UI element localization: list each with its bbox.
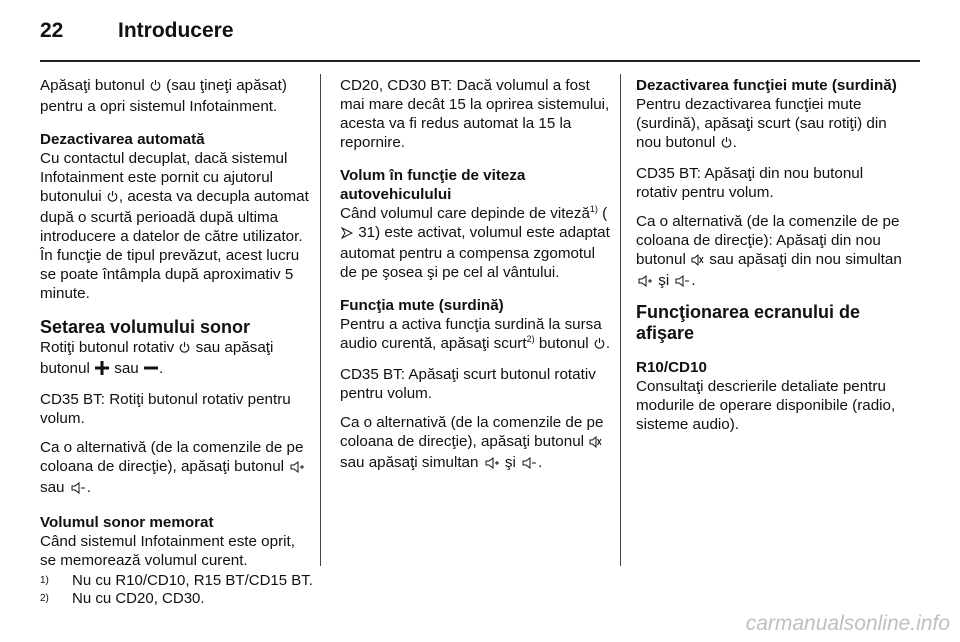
subheading-unmute: Dezactivarea funcţiei mute (surdină) <box>636 77 897 94</box>
subheading-mute: Funcţia mute (surdină) <box>340 297 504 314</box>
paragraph: Ca o alternativă (de la comenzile de pe coloana de direcţie): Apăsaţi din nou butonul sau apăsaţi din nou simultan şi . <box>636 212 908 292</box>
paragraph: Rotiţi butonul rotativ sau apăsaţi butonul sau . <box>40 338 312 380</box>
paragraph: Ca o alternativă (de la comenzile de pe coloana de direcţie), apăsaţi butonul sau apăsaţi simultan şi . <box>340 413 612 474</box>
footnotes <box>40 572 313 608</box>
subheading-stored-volume: Volumul sonor memorat <box>40 514 214 531</box>
minus-icon <box>144 361 158 380</box>
mute-icon <box>589 434 602 453</box>
column-divider <box>620 74 621 566</box>
volume-up-icon <box>484 455 500 474</box>
reference-arrow-icon <box>341 225 353 244</box>
volume-up-icon <box>637 273 653 292</box>
subheading-speed-volume: Volum în funcţie de viteza autovehiculului <box>340 167 526 203</box>
paragraph: CD35 BT: Apăsaţi din nou butonul rotativ pentru volum. <box>636 165 864 201</box>
paragraph: CD35 BT: Rotiţi butonul rotativ pentru volum. <box>40 391 291 427</box>
volume-up-icon <box>289 459 305 478</box>
subheading-auto-off: Dezactivarea automată <box>40 131 205 148</box>
volume-down-icon <box>70 480 86 499</box>
paragraph: Apăsaţi butonul (sau ţineţi apăsat) pentru a opri sistemul Infotainment. <box>40 77 287 115</box>
paragraph: CD20, CD30 BT: Dacă volumul a fost mai mare decât 15 la oprirea sistemului, acesta va fi redus automat la 15 la repornire. <box>340 77 610 151</box>
paragraph: Când sistemul Infotainment este oprit, se memorează volumul curent. <box>40 533 295 569</box>
paragraph: CD35 BT: Apăsaţi scurt butonul rotativ pentru volum. <box>340 366 596 402</box>
volume-down-icon <box>674 273 690 292</box>
power-knob-icon <box>150 78 161 97</box>
power-knob-icon <box>107 189 118 208</box>
footnote-ref: 1) <box>589 203 598 214</box>
footnote-1: 1) Nu cu R10/CD10, R15 BT/CD15 BT. <box>40 572 313 589</box>
footnote-ref: 2) <box>526 333 535 344</box>
section-title: Introducere <box>118 19 234 42</box>
paragraph: Când volumul care depinde de viteză$^{1)}$ ( 31) este activat, volumul este adaptat automat pentru a compensa zgomotul de pe şosea şi pe cel al vântului. <box>340 203 610 281</box>
paragraph: Consultaţi descrierile detaliate pentru modurile de operare disponibile (radio, sisteme audio). <box>636 378 896 433</box>
page-number: 22 <box>40 19 64 42</box>
page-header <box>40 14 920 58</box>
watermark: carmanualsonline.info <box>745 612 950 635</box>
power-knob-icon <box>721 135 732 154</box>
column-1 <box>40 76 312 580</box>
paragraph: Pentru a activa funcţia surdină la sursa audio curentă, apăsaţi scurt$^{2)}$ butonul . <box>340 315 612 355</box>
volume-down-icon <box>521 455 537 474</box>
mute-icon <box>691 252 704 271</box>
paragraph: Pentru dezactivarea funcţiei mute (surdină), apăsaţi scurt (sau rotiţi) din nou butonul . <box>636 95 908 154</box>
header-rule <box>40 60 920 62</box>
paragraph: Ca o alternativă (de la comenzile de pe coloana de direcţie), apăsaţi butonul sau . <box>40 438 312 499</box>
column-3 <box>636 76 908 444</box>
footnote-2: 2) Nu cu CD20, CD30. <box>40 590 205 607</box>
heading-display: Funcţionarea ecranului de afişare <box>636 302 861 343</box>
column-divider <box>320 74 321 566</box>
paragraph: Cu contactul decuplat, dacă sistemul Infotainment este pornit cu ajutorul butonului , acesta va decupla automat după o scurtă perioadă după ultima introducere a datelor de către utilizator. În funcţie de tipul prevăzut, acest lucru se poate întâmpla după aproximativ 5 minute. <box>40 150 309 302</box>
plus-icon <box>95 361 109 380</box>
column-2 <box>340 76 612 484</box>
power-knob-icon <box>179 340 190 359</box>
power-knob-icon <box>594 336 605 355</box>
subheading-r10: R10/CD10 <box>636 359 707 376</box>
heading-volume: Setarea volumului sonor <box>40 317 251 337</box>
